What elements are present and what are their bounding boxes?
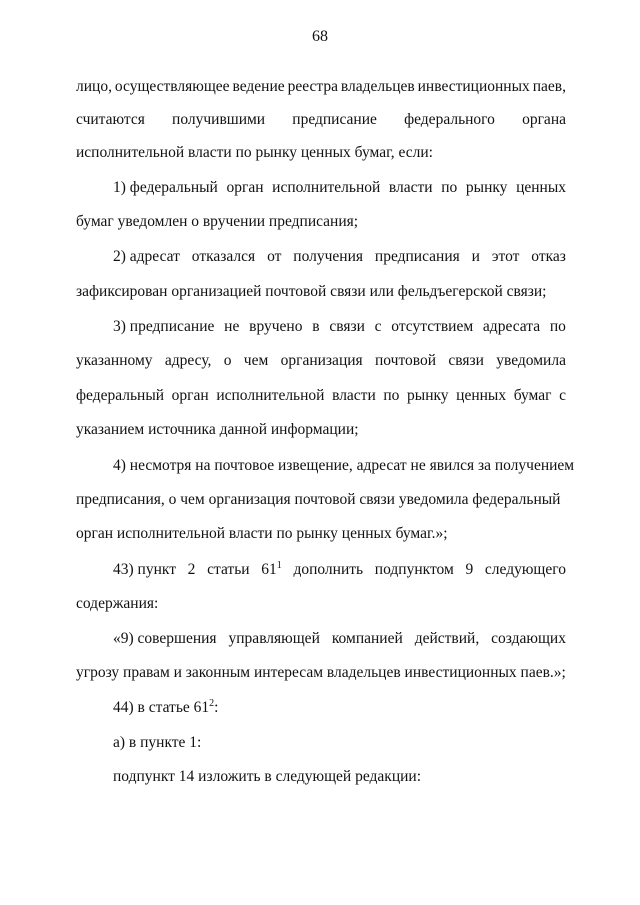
word: чем: [243, 352, 269, 369]
word: организация: [280, 352, 363, 369]
word: 9: [465, 561, 474, 578]
word: отсутствием: [391, 318, 474, 335]
word: органа: [522, 111, 566, 128]
word: рынку: [465, 179, 508, 196]
word: ценных: [516, 179, 566, 196]
line-text: 44) в статье 61: [113, 699, 210, 716]
word: получения: [293, 248, 364, 265]
word: 1) федеральный: [113, 179, 218, 196]
word: вручено: [249, 318, 303, 335]
word: реестра: [287, 78, 338, 95]
word: предписание: [292, 111, 377, 128]
text-line: 4) несмотря на почтовое извещение, адресат не явился за получением: [113, 457, 575, 474]
word: отказался: [191, 248, 256, 265]
word: лицо,: [76, 78, 112, 95]
word: подпунктом: [374, 561, 454, 578]
word: по: [383, 387, 400, 404]
word: $61^1$: [261, 560, 282, 578]
text-line: предписания, о чем организация почтовой связи уведомила федеральный: [76, 491, 561, 508]
line-tail: :: [214, 699, 219, 716]
word: федеральный: [76, 387, 165, 404]
superscript: 2: [209, 698, 215, 709]
text-line: [76, 77, 566, 97]
word: 2) адресат: [113, 248, 180, 265]
text-line: угрозу правам и законным интересам владельцев инвестиционных паев.»;: [76, 664, 566, 681]
word: инвестиционных: [417, 78, 530, 95]
text-line: [76, 386, 566, 406]
word: почтовой: [375, 352, 437, 369]
word: не: [224, 318, 240, 335]
text-line: орган исполнительной власти по рынку ценных бумаг.»;: [76, 525, 448, 542]
word: в: [312, 318, 320, 335]
word: создающих: [491, 630, 566, 647]
word: с: [559, 387, 566, 404]
word: по: [549, 318, 566, 335]
word: исполнительной: [272, 179, 381, 196]
word: статьи: [207, 561, 250, 578]
text-line: [113, 560, 566, 580]
text-line: [113, 317, 566, 337]
page-number: 68: [312, 28, 328, 45]
word: следующего: [484, 561, 566, 578]
word: 43) пункт: [113, 561, 176, 578]
word: рынку: [407, 387, 449, 404]
word: орган: [226, 179, 264, 196]
superscript: 1: [276, 560, 282, 571]
word: по: [441, 179, 458, 196]
word: указанному: [76, 352, 153, 369]
word: адресу,: [164, 352, 212, 369]
text-line: а) в пункте 1:: [113, 734, 202, 751]
word: связи: [448, 352, 484, 369]
text-line: зафиксирован организацией почтовой связи или фельдъегерской связи;: [76, 283, 547, 300]
word: власти: [388, 179, 433, 196]
word: 3) предписание: [113, 318, 215, 335]
word: считаются: [76, 111, 145, 128]
text-line: подпункт 14 изложить в следующей редакции:: [113, 768, 422, 785]
word: управляющей: [228, 630, 320, 647]
text-line: бумаг уведомлен о вручении предписания;: [76, 213, 359, 230]
word: о: [223, 352, 232, 369]
word: федерального: [404, 111, 495, 128]
text-line: содержания:: [76, 595, 159, 612]
text-line: [76, 351, 566, 371]
text-line: [113, 629, 566, 649]
word: власти: [332, 387, 376, 404]
text-line: исполнительной власти по рынку ценных бумаг, если:: [76, 144, 433, 161]
word: исполнительной: [216, 387, 325, 404]
word: орган: [171, 387, 209, 404]
word: компанией: [331, 630, 403, 647]
word: от: [267, 248, 282, 265]
word: ведение: [232, 78, 285, 95]
word: владельцев: [340, 78, 415, 95]
word: «9) совершения: [113, 630, 217, 647]
word: действий,: [414, 630, 480, 647]
word: и: [471, 248, 480, 265]
text-line: [76, 110, 566, 130]
word: бумаг: [513, 387, 552, 404]
word: дополнить: [293, 561, 364, 578]
text-line: [113, 698, 218, 718]
word: ценных: [456, 387, 507, 404]
word: этот: [491, 248, 520, 265]
text-line: [113, 247, 566, 267]
word: 2: [187, 561, 196, 578]
text-line: указанием источника данной информации;: [76, 421, 359, 438]
word: уведомила: [496, 352, 566, 369]
word: отказ: [531, 248, 566, 265]
text-line: [113, 178, 566, 198]
word: осуществляющее: [114, 78, 230, 95]
word: предписания: [374, 248, 460, 265]
word: с: [374, 318, 382, 335]
word: паев,: [532, 78, 566, 95]
word: адресата: [482, 318, 541, 335]
word: получившими: [172, 111, 266, 128]
word: связи: [329, 318, 365, 335]
